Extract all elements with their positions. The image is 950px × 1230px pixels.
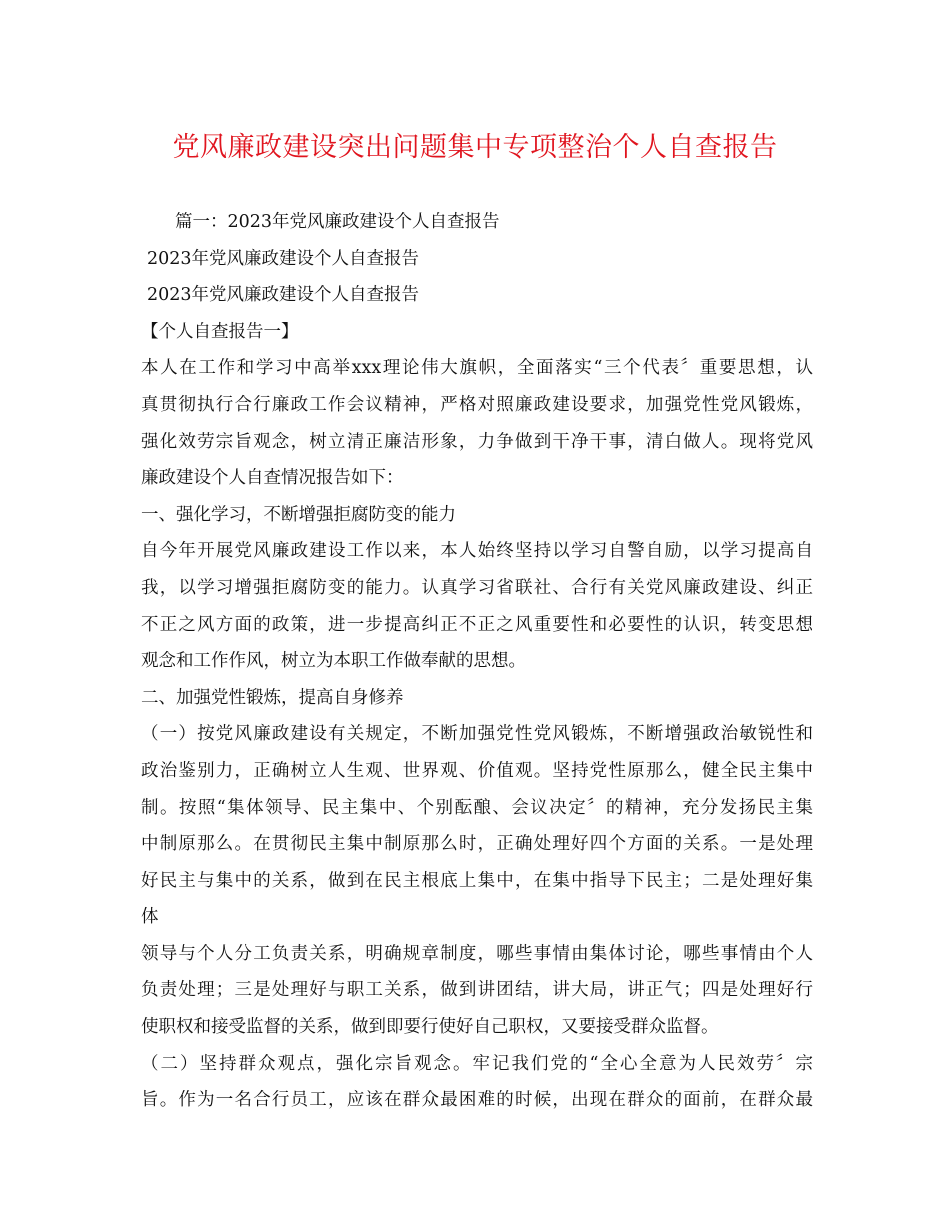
- text-line: 使职权和接受监督的关系，做到即要行使好自己职权，又要接受群众监督。: [141, 1017, 719, 1038]
- text-line: 廉政建设个人自查情况报告如下：: [141, 468, 404, 489]
- text-line: 强化效劳宗旨观念，树立清正廉洁形象，力争做到干净干事，清白做人。现将党风: [141, 431, 813, 452]
- text-line: 我，以学习增强拒腐防变的能力。认真学习省联社、合行有关党风廉政建设、纠正: [141, 577, 813, 598]
- text-line: 篇一：2023年党风廉政建设个人自查报告: [175, 212, 500, 232]
- text-line: 本人在工作和学习中高举xxx理论伟大旗帜，全面落实“三个代表〞重要思想，认: [141, 358, 813, 379]
- text-line: 旨。作为一名合行员工，应该在群众最困难的时候，出现在群众的面前，在群众最: [141, 1090, 813, 1111]
- text-line: 不正之风方面的政策，进一步提高纠正不正之风重要性和必要性的认识，转变思想: [141, 614, 813, 635]
- document-body: [141, 204, 813, 1119]
- text-line: 政治鉴别力，正确树立人生观、世界观、价值观。坚持党性原那么，健全民主集中: [141, 760, 813, 781]
- document-title: 党风廉政建设突出问题集中专项整治个人自查报告: [172, 132, 778, 163]
- text-line: 【个人自查报告一】: [141, 321, 299, 342]
- text-line: 真贯彻执行合行廉政工作会议精神，严格对照廉政建设要求，加强党性党风锻炼，: [141, 394, 813, 415]
- text-line: 领导与个人分工负责关系，明确规章制度，哪些事情由集体讨论，哪些事情由个人: [141, 943, 813, 964]
- text-line: 2023年党风廉政建设个人自查报告: [147, 285, 420, 306]
- text-line: 2023年党风廉政建设个人自查报告: [147, 248, 420, 269]
- text-line: （一）按党风廉政建设有关规定，不断加强党性党风锻炼，不断增强政治敏锐性和: [141, 724, 813, 745]
- text-line: 体: [141, 907, 159, 928]
- text-line: 二、加强党性锻炼，提高自身修养: [141, 687, 404, 708]
- text-line: 自今年开展党风廉政建设工作以来，本人始终坚持以学习自警自励，以学习提高自: [141, 541, 813, 562]
- text-line: 观念和工作作风，树立为本职工作做奉献的思想。: [141, 651, 526, 672]
- text-line: 中制原那么。在贯彻民主集中制原那么时，正确处理好四个方面的关系。一是处理: [141, 834, 813, 855]
- text-line: （二）坚持群众观点，强化宗旨观念。牢记我们党的“全心全意为人民效劳〞宗: [141, 1053, 813, 1074]
- text-line: 制。按照“集体领导、民主集中、个别酝酿、会议决定〞的精神，充分发扬民主集: [141, 797, 813, 818]
- text-line: 好民主与集中的关系，做到在民主根底上集中，在集中指导下民主；二是处理好集: [141, 870, 813, 891]
- text-line: 一、强化学习，不断增强拒腐防变的能力: [141, 504, 456, 525]
- text-line: 负责处理；三是处理好与职工关系，做到讲团结，讲大局，讲正气；四是处理好行: [141, 980, 813, 1001]
